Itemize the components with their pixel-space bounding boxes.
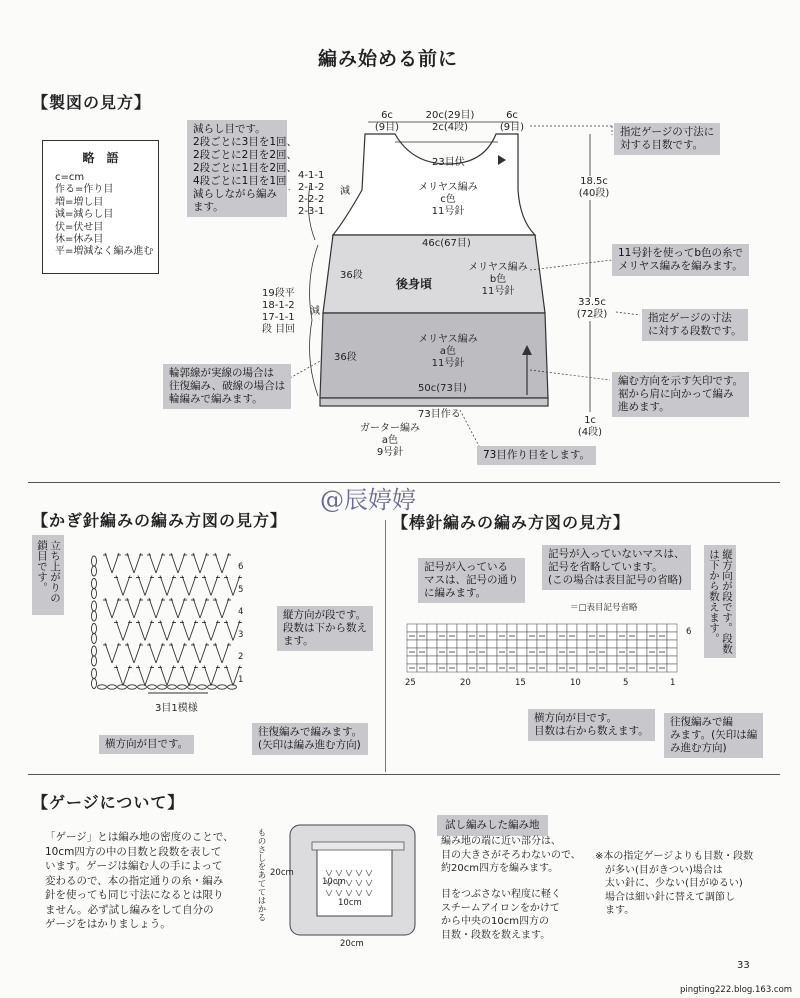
- crochet-turning-chain-callout: 立ち上がりの鎖目です。: [32, 535, 64, 615]
- knit-cell: [467, 656, 477, 664]
- crochet-row-number: 4: [238, 607, 244, 617]
- knit-cell: [607, 648, 617, 656]
- knit-cell: [607, 624, 617, 632]
- ruler-label: ものさしをあててはかる: [256, 828, 266, 922]
- crochet-v-stitch: [193, 598, 200, 618]
- crochet-row-number: 5: [238, 584, 244, 595]
- chain-stitch: [92, 589, 97, 599]
- watermark: @辰婷婷: [320, 486, 416, 514]
- knit-cell: [417, 656, 427, 664]
- knit-cell: [667, 624, 677, 632]
- side-row: 段 目回: [262, 324, 296, 335]
- crochet-row-number: 2: [238, 652, 244, 662]
- knit-cell: [567, 656, 577, 664]
- dim-top-left: 6c (9目): [374, 110, 400, 133]
- crochet-v-stitch: [182, 621, 189, 641]
- crochet-v-stitch: [215, 598, 222, 618]
- crochet-v-stitch: [156, 598, 163, 618]
- section-heading-gauge: 【ゲージについて】: [32, 793, 185, 812]
- knit-cell: [607, 664, 617, 672]
- swatch-title: 試し編みした編み地: [445, 819, 540, 831]
- knit-legend: ＝□表目記号省略: [570, 603, 638, 613]
- decrease-row: 2-1-2: [298, 182, 325, 193]
- crochet-v-stitch: [171, 643, 178, 663]
- knit-cell: [487, 656, 497, 664]
- abbreviation-title: 略 語: [82, 151, 119, 165]
- knit-col-number: 5: [623, 678, 629, 688]
- knit-cell: [487, 648, 497, 656]
- crochet-v-stitch: [189, 576, 196, 596]
- knit-cell: [427, 656, 437, 664]
- crochet-v-stitch: [226, 621, 233, 641]
- steam-text: 目をつぶさない程度に軽く スチームアイロンをかけて から中央の10cm四方の 目数・段数を数えます。: [441, 889, 561, 941]
- knit-cell: [527, 640, 537, 648]
- crochet-v-stitch: [116, 666, 123, 686]
- knit-cell: [457, 664, 467, 672]
- crochet-v-stitch: [149, 598, 156, 618]
- crochet-v-stitch: [204, 621, 211, 641]
- crochet-v-stitch: [160, 621, 167, 641]
- crochet-v-stitch: [138, 576, 145, 596]
- crochet-v-stitch: [189, 621, 196, 641]
- knit-cell: [517, 664, 527, 672]
- foundation-chain: [168, 685, 177, 689]
- crochet-v-stitch: [211, 621, 218, 641]
- knit-cell: [567, 624, 577, 632]
- crochet-v-stitch: [167, 666, 174, 686]
- crochet-v-stitch: [167, 621, 174, 641]
- crochet-v-stitch: [134, 598, 141, 618]
- width-50-label: 50c(73目): [418, 383, 467, 394]
- crochet-v-stitch: [160, 576, 167, 596]
- foundation-chain: [188, 685, 197, 689]
- knit-cell: [547, 656, 557, 664]
- knit-cell: [597, 640, 607, 648]
- crochet-v-stitch: [138, 666, 145, 686]
- knit-cell: [667, 664, 677, 672]
- crochet-v-stitch: [134, 643, 141, 663]
- crochet-v-stitch: [167, 576, 174, 596]
- knit-cell: [547, 640, 557, 648]
- knit-cell: [637, 640, 647, 648]
- low-stitch-label: メリヤス編み a色 11号針: [418, 334, 478, 369]
- crochet-v-stitch: [156, 643, 163, 663]
- knit-vertical-callout: 縦方向が段です。段数は下から数えます。: [704, 545, 736, 658]
- knit-cell: [507, 656, 517, 664]
- dim-top-right: 6c (9目): [499, 110, 525, 133]
- dim-top-mid: 20c(29目) 2c(4段): [425, 110, 475, 133]
- piece-name-label: 後身頃: [396, 277, 433, 291]
- knit-cell: [497, 624, 507, 632]
- knit-cell: [547, 624, 557, 632]
- knit-cell: [487, 632, 497, 640]
- crochet-v-stitch: [123, 621, 130, 641]
- crochet-v-stitch: [182, 576, 189, 596]
- crochet-v-stitch: [200, 598, 207, 618]
- chain-stitch: [92, 646, 97, 656]
- abbreviation-item: 増=増し目: [55, 196, 104, 208]
- knit-cell: [647, 640, 657, 648]
- knit-cell: [597, 656, 607, 664]
- knit-cell: [667, 632, 677, 640]
- knit-cell: [627, 624, 637, 632]
- height-18-5: 18.5c (40段): [572, 176, 616, 200]
- crochet-pattern-label: 3目1模様: [155, 703, 198, 714]
- knit-cell: [497, 640, 507, 648]
- crochet-v-stitch: [160, 666, 167, 686]
- foundation-chain: [208, 685, 217, 689]
- chain-stitch: [92, 601, 97, 611]
- knit-symbol-callout: 記号が入っている マスは、記号の通り に編みます。: [418, 558, 525, 603]
- decrease-label: 減: [340, 186, 350, 197]
- chain-stitch: [92, 679, 97, 689]
- cast-on-callout: 73目作り目をします。: [477, 446, 596, 465]
- knit-cell: [517, 632, 527, 640]
- foundation-chain: [118, 685, 127, 689]
- knit-cell: [467, 624, 477, 632]
- knit-col-number: 15: [515, 678, 526, 688]
- crochet-v-stitch: [127, 553, 134, 573]
- knit-cell: [637, 648, 647, 656]
- decrease-row: 4-1-1: [298, 170, 325, 181]
- abbreviation-item: 伏=伏せ目: [55, 221, 104, 233]
- crochet-v-stitch: [204, 576, 211, 596]
- side-rows: [262, 288, 295, 336]
- decrease-callout: 減らし目です。 2段ごとに3目を1回、 2段ごとに2目を2回、 2段ごとに1目を2回、 4段ごとに1目を1回 減らしながら編み ます。: [187, 120, 287, 217]
- crochet-v-stitch: [226, 666, 233, 686]
- knit-cell: [667, 656, 677, 664]
- crochet-row-numbers: [238, 556, 243, 691]
- knit-cell: [657, 624, 667, 632]
- knit-cell: [517, 648, 527, 656]
- knit-cell: [407, 624, 417, 632]
- knit-cell: [427, 648, 437, 656]
- knit-cell: [637, 624, 647, 632]
- garter-border-shape: [320, 398, 548, 406]
- knit-col-number: 10: [570, 678, 581, 688]
- crochet-horiz-callout: 横方向が目です。: [99, 735, 194, 754]
- knit-row-number: 6: [686, 627, 692, 637]
- knit-cell: [667, 648, 677, 656]
- foundation-chain: [108, 685, 117, 689]
- crochet-v-stitch: [138, 621, 145, 641]
- knit-cell: [517, 624, 527, 632]
- arrow-callout: 編む方向を示す矢印です。 裾から肩に向かって編み 進めます。: [612, 372, 749, 417]
- knit-cell: [507, 624, 517, 632]
- chain-stitch: [92, 556, 97, 566]
- height-1: 1c (4段): [577, 415, 603, 438]
- knit-cell: [637, 656, 647, 664]
- crochet-v-stitch: [211, 576, 218, 596]
- knit-col-number: 20: [460, 678, 471, 688]
- knit-cell: [417, 640, 427, 648]
- knit-cell: [417, 624, 427, 632]
- crochet-v-stitch: [112, 598, 119, 618]
- height-33-5: 33.5c (72段): [570, 297, 614, 321]
- neck-bindoff-label: 23目伏: [432, 157, 465, 168]
- crochet-row-number: 1: [238, 674, 244, 685]
- knit-cell: [537, 640, 547, 648]
- knit-cell: [507, 640, 517, 648]
- crochet-chart: [88, 545, 288, 695]
- knit-cell: [657, 640, 667, 648]
- knit-cell: [447, 640, 457, 648]
- crochet-v-stitch: [182, 666, 189, 686]
- swatch-text: 編み地の端に近い部分は、 目の大きさがそろわないので、 約20cm四方を編みます。: [441, 836, 581, 874]
- knit-cell: [577, 664, 587, 672]
- crochet-v-stitch: [226, 576, 233, 596]
- knit-cell: [517, 640, 527, 648]
- foundation-chain: [98, 685, 107, 689]
- page-title: 編み始める前に: [318, 48, 459, 70]
- swatch-callout: [437, 815, 548, 836]
- knit-cell: [577, 656, 587, 664]
- crochet-v-stitch: [123, 666, 130, 686]
- swatch-size-20b: 20cm: [340, 939, 364, 949]
- knit-cell: [427, 640, 437, 648]
- knit-cell: [487, 664, 497, 672]
- knit-cell: [527, 624, 537, 632]
- knit-cell: [557, 640, 567, 648]
- crochet-v-stitch: [200, 643, 207, 663]
- knit-cell: [617, 656, 627, 664]
- crochet-v-stitch: [116, 576, 123, 596]
- knit-cell: [407, 640, 417, 648]
- crochet-v-stitch: [222, 598, 229, 618]
- crochet-row-number: 3: [238, 629, 244, 640]
- foundation-chain: [178, 685, 187, 689]
- knit-cell: [547, 648, 557, 656]
- knit-cell: [467, 640, 477, 648]
- knit-horiz-callout: 横方向が目です。 目数は右から数えます。: [528, 709, 655, 741]
- divider-2: [28, 774, 780, 775]
- knit-cell: [567, 640, 577, 648]
- knit-empty-callout: 記号が入っていないマスは、 記号を省略しています。 (この場合は表目記号の省略): [542, 545, 691, 590]
- knit-cell: [457, 624, 467, 632]
- side-row: 18-1-2: [262, 300, 295, 311]
- gauge-swatch: [280, 820, 440, 950]
- knit-cell: [657, 656, 667, 664]
- crochet-v-stitch: [222, 553, 229, 573]
- abbreviation-item: 減=減らし目: [55, 209, 114, 221]
- swatch-size-10a: 10cm: [322, 877, 346, 887]
- knit-cell: [577, 640, 587, 648]
- section-heading-crochet: 【かぎ針編みの編み方図の見方】: [32, 511, 288, 530]
- crochet-v-stitch: [127, 643, 134, 663]
- foundation-chain: [148, 685, 157, 689]
- upper-stitch-label: メリヤス編み c色 11号針: [418, 182, 478, 217]
- section-heading-pattern-view: 【製図の見方】: [32, 93, 152, 112]
- knit-cell: [607, 656, 617, 664]
- crochet-v-stitch: [134, 553, 141, 573]
- knit-cell: [457, 632, 467, 640]
- crochet-v-stitch: [178, 643, 185, 663]
- cast-on-label: 73目作る: [418, 409, 461, 420]
- side-row: 17-1-1: [262, 312, 295, 323]
- knit-cell: [547, 664, 557, 672]
- abbreviation-item: 平=増減なく編み進む: [55, 246, 154, 258]
- footer-url: pingting222.blog.163.com: [680, 985, 793, 995]
- knit-cell: [487, 624, 497, 632]
- knit-cell: [497, 656, 507, 664]
- crochet-v-stitch: [145, 666, 152, 686]
- knit-cell: [547, 632, 557, 640]
- knit-cell: [477, 656, 487, 664]
- gauge-note: ※本の指定ゲージよりも目数・段数 が多い(目がきつい)場合は 太い針に、少ない(目がゆるい) 場合は細い針に替えて調節し ます。: [595, 851, 754, 916]
- decrease-row: 2-3-1: [298, 206, 325, 217]
- knit-cell: [557, 624, 567, 632]
- foundation-chain: [158, 685, 167, 689]
- width-46-label: 46c(67目): [422, 238, 471, 249]
- crochet-v-stitch: [171, 598, 178, 618]
- knit-cell: [627, 640, 637, 648]
- knit-cell: [617, 640, 627, 648]
- knit-cell: [587, 656, 597, 664]
- knit-cell: [597, 624, 607, 632]
- knit-cell: [517, 656, 527, 664]
- knit-cell: [627, 656, 637, 664]
- knit-chart: [405, 622, 685, 674]
- knit-cell: [647, 656, 657, 664]
- crochet-v-stitch: [193, 643, 200, 663]
- knit-cell: [477, 640, 487, 648]
- knit-col-number: 1: [670, 678, 676, 688]
- crochet-v-stitch: [204, 666, 211, 686]
- knit-cell: [617, 624, 627, 632]
- abbreviation-item: 作る=作り目: [55, 184, 114, 196]
- knit-cell: [437, 640, 447, 648]
- knit-cell: [577, 648, 587, 656]
- knit-cell: [667, 640, 677, 648]
- knit-cell: [587, 624, 597, 632]
- mid-stitch-label: メリヤス編み b色 11号針: [468, 262, 528, 297]
- crochet-v-stitch: [215, 553, 222, 573]
- crochet-v-stitch: [222, 643, 229, 663]
- crochet-v-stitch: [105, 553, 112, 573]
- crochet-v-stitch: [123, 576, 130, 596]
- decrease-rows: [298, 170, 324, 218]
- crochet-v-stitch: [193, 553, 200, 573]
- swatch-size-20a: 20cm: [270, 868, 294, 878]
- crochet-v-stitch: [178, 598, 185, 618]
- knit-cell: [457, 648, 467, 656]
- gauge-text: 「ゲージ」とは編み地の密度のことで、 10cm四方の中の目数と段数を表して います。ゲージは編む人の手によって 変わるので、本の指定通りの糸・編み 針を使っても同じ寸法になるとは限り ません。必ず試し編みをして自分の ゲージをはかりましょう。: [45, 831, 234, 930]
- swatch-size-10b: 10cm: [338, 898, 362, 908]
- knit-cell: [447, 656, 457, 664]
- knit-cell: [647, 624, 657, 632]
- chain-stitch: [92, 579, 97, 589]
- knit-cell: [437, 656, 447, 664]
- chain-stitch: [92, 566, 97, 576]
- knit-cell: [557, 656, 567, 664]
- crochet-v-stitch: [116, 621, 123, 641]
- knit-cell: [427, 624, 437, 632]
- crochet-v-stitch: [200, 553, 207, 573]
- crochet-v-stitch: [171, 553, 178, 573]
- knit-cell: [607, 640, 617, 648]
- crochet-v-stitch: [215, 643, 222, 663]
- knit-cell: [637, 632, 647, 640]
- crochet-rows-callout: 縦方向が段です。 段数は下から数え ます。: [277, 606, 373, 651]
- knit-cell: [637, 664, 647, 672]
- knit-cell: [607, 632, 617, 640]
- crochet-v-stitch: [145, 576, 152, 596]
- gauge-stitch-callout: 指定ゲージの寸法に 対する目数です。: [614, 123, 720, 155]
- side-row: 19段平: [262, 288, 295, 299]
- outline-callout: 輪郭線が実線の場合は 往復編み、破線の場合は 輪編みで編みます。: [163, 364, 291, 409]
- crochet-v-stitch: [105, 598, 112, 618]
- knit-cell: [487, 640, 497, 648]
- crochet-v-stitch: [149, 643, 156, 663]
- needle-callout: 11号針を使ってb色の糸で メリヤス編みを編みます。: [612, 244, 749, 276]
- decrease-row: 2-2-2: [298, 194, 325, 205]
- knit-back-callout: 往復編みで編 みます。(矢印は編 み進む方向): [664, 713, 763, 758]
- crochet-v-stitch: [149, 553, 156, 573]
- crochet-row-number: 6: [238, 562, 244, 572]
- chain-stitch: [92, 611, 97, 621]
- knit-cell: [477, 624, 487, 632]
- knit-cell: [427, 664, 437, 672]
- knit-cell: [447, 624, 457, 632]
- crochet-v-stitch: [105, 643, 112, 663]
- knit-cell: [577, 632, 587, 640]
- foundation-chain: [198, 685, 207, 689]
- foundation-chain: [128, 685, 137, 689]
- border-stitch-label: ガーター編み a色 9号針: [360, 423, 420, 458]
- knit-col-numbers: [405, 678, 685, 690]
- crochet-v-stitch: [189, 666, 196, 686]
- rows-36b-label: 36段: [334, 352, 357, 363]
- section-heading-knit: 【棒針編みの編み方図の見方】: [392, 513, 631, 532]
- gauge-rows-callout: 指定ゲージの寸法 に対する段数です。: [642, 309, 748, 341]
- page-number: 33: [737, 960, 750, 971]
- knit-cell: [577, 624, 587, 632]
- knit-cell: [537, 624, 547, 632]
- knit-col-number: 25: [405, 678, 416, 688]
- crochet-v-stitch: [112, 643, 119, 663]
- knit-cell: [407, 656, 417, 664]
- side-decrease-label: 減: [310, 306, 320, 317]
- abbreviation-item: c=cm: [55, 172, 85, 183]
- chain-stitch: [92, 634, 97, 644]
- crochet-v-stitch: [156, 553, 163, 573]
- crochet-v-stitch: [112, 553, 119, 573]
- crochet-back-callout: 往復編みで編みます。 (矢印は編み進む方向): [252, 723, 368, 755]
- foundation-chain: [228, 685, 237, 689]
- crochet-v-stitch: [178, 553, 185, 573]
- rows-36a-label: 36段: [340, 270, 363, 281]
- foundation-chain: [138, 685, 147, 689]
- knit-cell: [457, 640, 467, 648]
- chain-stitch: [92, 669, 97, 679]
- crochet-v-stitch: [127, 598, 134, 618]
- chain-stitch: [92, 656, 97, 666]
- crochet-v-stitch: [145, 621, 152, 641]
- knit-cell: [527, 656, 537, 664]
- knit-cell: [537, 656, 547, 664]
- abbreviation-item: 休=休み目: [55, 234, 104, 246]
- knit-cell: [437, 624, 447, 632]
- crochet-v-stitch: [211, 666, 218, 686]
- divider-vertical: [385, 520, 386, 772]
- knit-cell: [587, 640, 597, 648]
- chain-stitch: [92, 624, 97, 634]
- foundation-chain: [218, 685, 227, 689]
- knit-cell: [427, 632, 437, 640]
- knit-cell: [457, 656, 467, 664]
